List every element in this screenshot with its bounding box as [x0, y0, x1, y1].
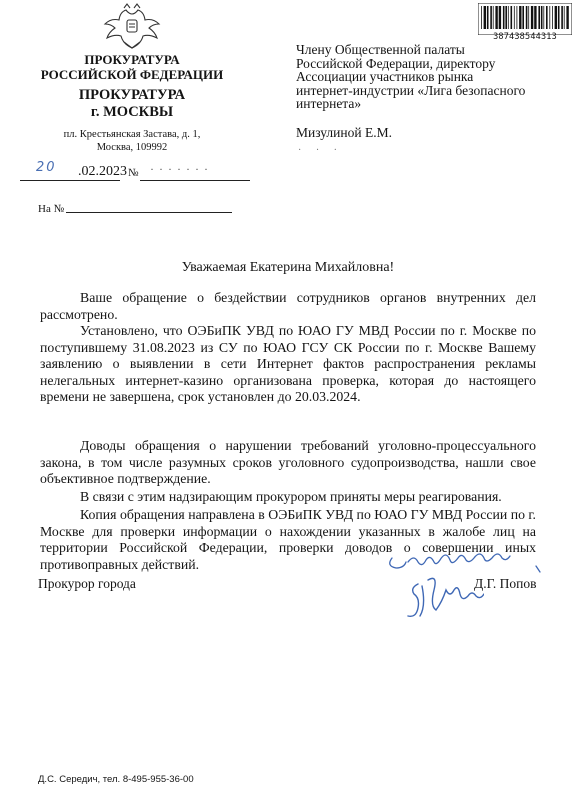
executor-contact: Д.С. Середич, тел. 8-495-955-36-00: [38, 774, 194, 785]
addressee-line: интернет-индустрии «Лига безопасного: [296, 82, 526, 98]
barcode-bar: [526, 6, 528, 29]
barcode-bar: [566, 6, 568, 29]
barcode-number: 387438544313: [493, 32, 557, 42]
signer-role: Прокурор города: [38, 576, 136, 591]
org-line-2: РОССИЙСКОЙ ФЕДЕРАЦИИ: [40, 67, 224, 82]
handwritten-signature: [404, 566, 484, 622]
address-line-2: Москва, 109992: [96, 142, 168, 153]
body-paragraph: [40, 323, 536, 406]
addressee-block: [296, 43, 571, 111]
barcode-bar: [503, 6, 505, 29]
body-paragraph: [40, 290, 536, 323]
barcode-bar: [538, 6, 540, 29]
office-line-1: ПРОКУРАТУРА: [78, 87, 186, 103]
barcode-bar: [528, 6, 529, 29]
paragraph-text: Ваше обращение о бездействии сотрудников органов внутренних дел рассмотрено.: [40, 290, 536, 322]
body-paragraph: [40, 438, 536, 488]
barcode-bar: [495, 6, 497, 29]
paragraph-text: В связи с этим надзирающим прокурором приняты меры реагирования.: [80, 489, 502, 504]
barcode-bar: [514, 6, 515, 29]
addressee-name: Мизулиной Е.М.: [296, 125, 392, 140]
barcode-bar: [493, 6, 494, 29]
barcode-bar: [499, 6, 501, 29]
barcode-bar: [519, 6, 521, 29]
barcode-bar: [534, 6, 536, 29]
barcode: [478, 3, 572, 35]
date-underline: [20, 180, 120, 181]
number-label: №: [128, 167, 139, 179]
handwritten-day: 20: [36, 160, 57, 175]
barcode-bar: [511, 6, 513, 29]
paragraph-text: Доводы обращения о нарушении требований уголовно-процессуального закона, в том числе разумных сроков уголовного судопроизводства, нашли свое объективное подтверждение.: [40, 438, 536, 486]
barcode-bar: [531, 6, 533, 29]
addressee-marks: · · ·: [298, 145, 343, 156]
body-paragraph: [40, 489, 536, 506]
number-stamp: · · · · · · ·: [150, 162, 209, 176]
paragraph-text: Копия обращения направлена в ОЭБиПК УВД по ЮАО ГУ МВД России по г. Москве для проверки информации о нахождении указанных в жалобе лиц на территории Российской Федерации, проверки доводов о совершении иных противоправных действий.: [40, 507, 536, 572]
prosecutor-office-name: [18, 87, 246, 121]
barcode-bar: [543, 6, 544, 29]
barcode-bar: [508, 6, 509, 29]
barcode-bar: [555, 6, 557, 29]
barcode-bar: [549, 6, 550, 29]
barcode-bar: [546, 6, 548, 29]
coat-of-arms-emblem: [102, 2, 162, 52]
reference-underline: [66, 212, 232, 213]
number-underline: [140, 180, 250, 181]
barcode-bar: [505, 6, 507, 29]
letter-date: .02.2023: [78, 164, 127, 179]
barcode-bar: [558, 6, 560, 29]
reference-label: На №: [38, 203, 65, 215]
office-address: [18, 128, 246, 154]
signer-name: Д.Г. Попов: [474, 576, 537, 591]
barcode-bar: [517, 6, 518, 29]
barcode-bar: [487, 6, 489, 29]
barcode-bar: [552, 6, 553, 29]
prosecutor-org-name: [18, 52, 246, 82]
paragraph-text: Установлено, что ОЭБиПК УВД по ЮАО ГУ МВД России по г. Москве по поступившему 31.08.2023 из СУ по ЮАО ГСУ СК России по г. Москве Вашему заявлению о выявлении в сети Интернет фактов распространения рекламы нелегальных интернет-казино организована проверка, которая до настоящего времени не завершена, срок установлен до 20.03.2024.: [40, 323, 536, 404]
salutation: Уважаемая Екатерина Михайловна!: [181, 260, 395, 275]
barcode-bar: [490, 6, 492, 29]
barcode-bar: [564, 6, 565, 29]
barcode-bar: [541, 6, 543, 29]
addressee-line: Ассоциации участников рынка: [296, 69, 474, 84]
addressee-line: Российской Федерации, директору: [296, 55, 496, 71]
barcode-bar: [481, 6, 482, 29]
barcode-bar: [522, 6, 524, 29]
org-line-1: ПРОКУРАТУРА: [84, 52, 180, 67]
addressee-line: Члену Общественной палаты: [296, 42, 465, 57]
barcode-bar: [561, 6, 563, 29]
office-line-2: г. МОСКВЫ: [90, 104, 174, 120]
address-line-1: пл. Крестьянская Застава, д. 1,: [63, 129, 201, 140]
barcode-bar: [484, 6, 486, 29]
addressee-line: интернета»: [296, 96, 362, 111]
